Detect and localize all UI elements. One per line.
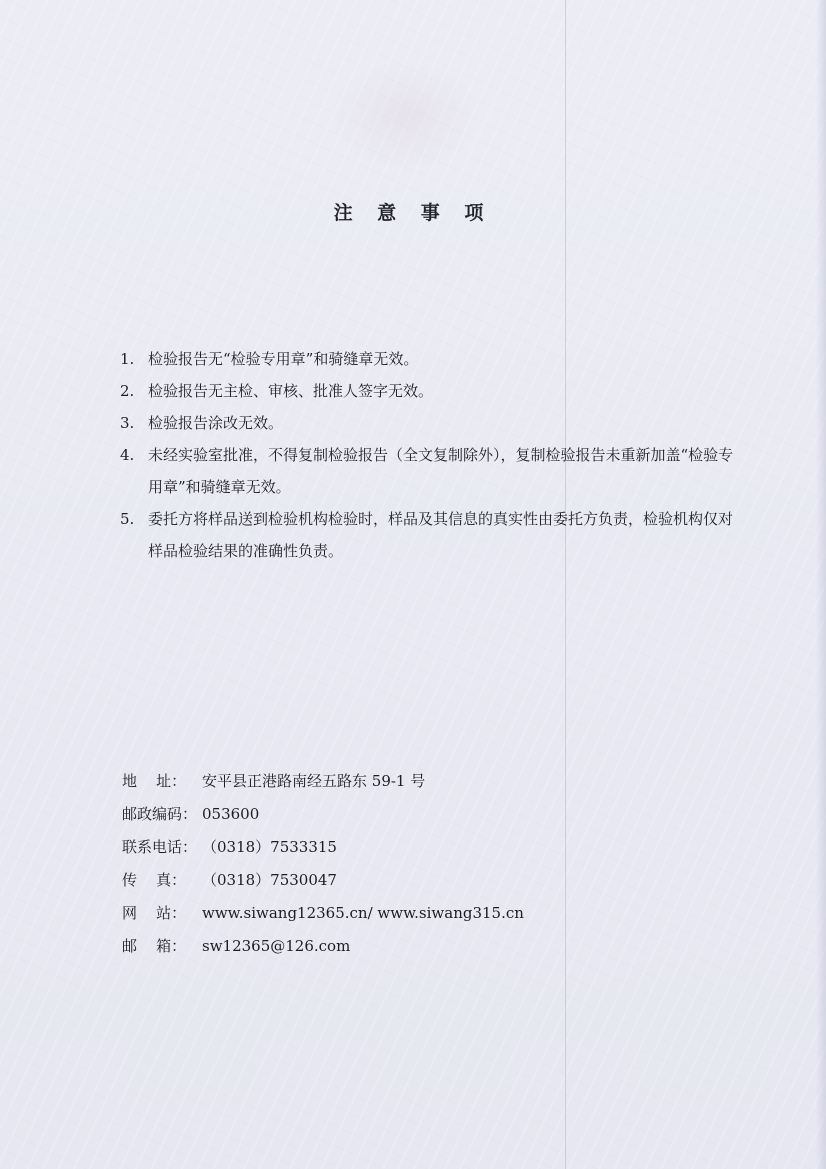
- contact-label: 网 站：: [122, 904, 187, 922]
- contact-phone: [122, 831, 642, 864]
- contact-info: [122, 765, 642, 963]
- contact-fax: [122, 864, 642, 897]
- contact-label: 地 址：: [122, 772, 187, 790]
- contact-email: [122, 930, 642, 963]
- seal-bleed-mark: [330, 60, 480, 170]
- notice-item: [120, 439, 740, 503]
- notice-number: 5.: [120, 510, 135, 528]
- postcode-value: 053600: [202, 805, 260, 823]
- notice-number: 1.: [120, 350, 135, 368]
- notice-text: 检验报告无主检、审核、批准人签字无效。: [148, 382, 434, 400]
- notice-text: 检验报告涂改无效。: [148, 414, 284, 432]
- notice-text: 未经实验室批准，不得复制检验报告（全文复制除外），复制检验报告未重新加盖“检验专用章”和骑缝章无效。: [148, 446, 734, 496]
- page-fold-line: [565, 0, 566, 1169]
- email-value: sw12365@126.com: [202, 937, 351, 955]
- contact-label: 联系电话：: [122, 838, 198, 856]
- fax-value: （0318）7530047: [202, 871, 337, 889]
- notice-text: 委托方将样品送到检验机构检验时，样品及其信息的真实性由委托方负责，检验机构仅对样品检验结果的准确性负责。: [148, 510, 734, 560]
- contact-label: 传 真：: [122, 871, 187, 889]
- notice-number: 2.: [120, 382, 135, 400]
- contact-label: 邮政编码：: [122, 805, 198, 823]
- notice-item: [120, 407, 740, 439]
- notice-number: 4.: [120, 446, 135, 464]
- notice-text: 检验报告无“检验专用章”和骑缝章无效。: [148, 350, 419, 368]
- contact-postcode: [122, 798, 642, 831]
- notice-list: [120, 343, 740, 567]
- contact-address: [122, 765, 642, 798]
- phone-value: （0318）7533315: [202, 838, 337, 856]
- website-value: www.siwang12365.cn/ www.siwang315.cn: [202, 904, 524, 922]
- notice-item: [120, 343, 740, 375]
- address-value: 安平县正港路南经五路东 59-1 号: [202, 772, 426, 790]
- contact-label: 邮 箱：: [122, 937, 187, 955]
- page-edge-shadow: [816, 0, 826, 1169]
- contact-website: [122, 897, 642, 930]
- page-title: 注 意 事 项: [333, 202, 493, 224]
- notice-number: 3.: [120, 414, 135, 432]
- notice-item: [120, 375, 740, 407]
- notice-item: [120, 503, 740, 567]
